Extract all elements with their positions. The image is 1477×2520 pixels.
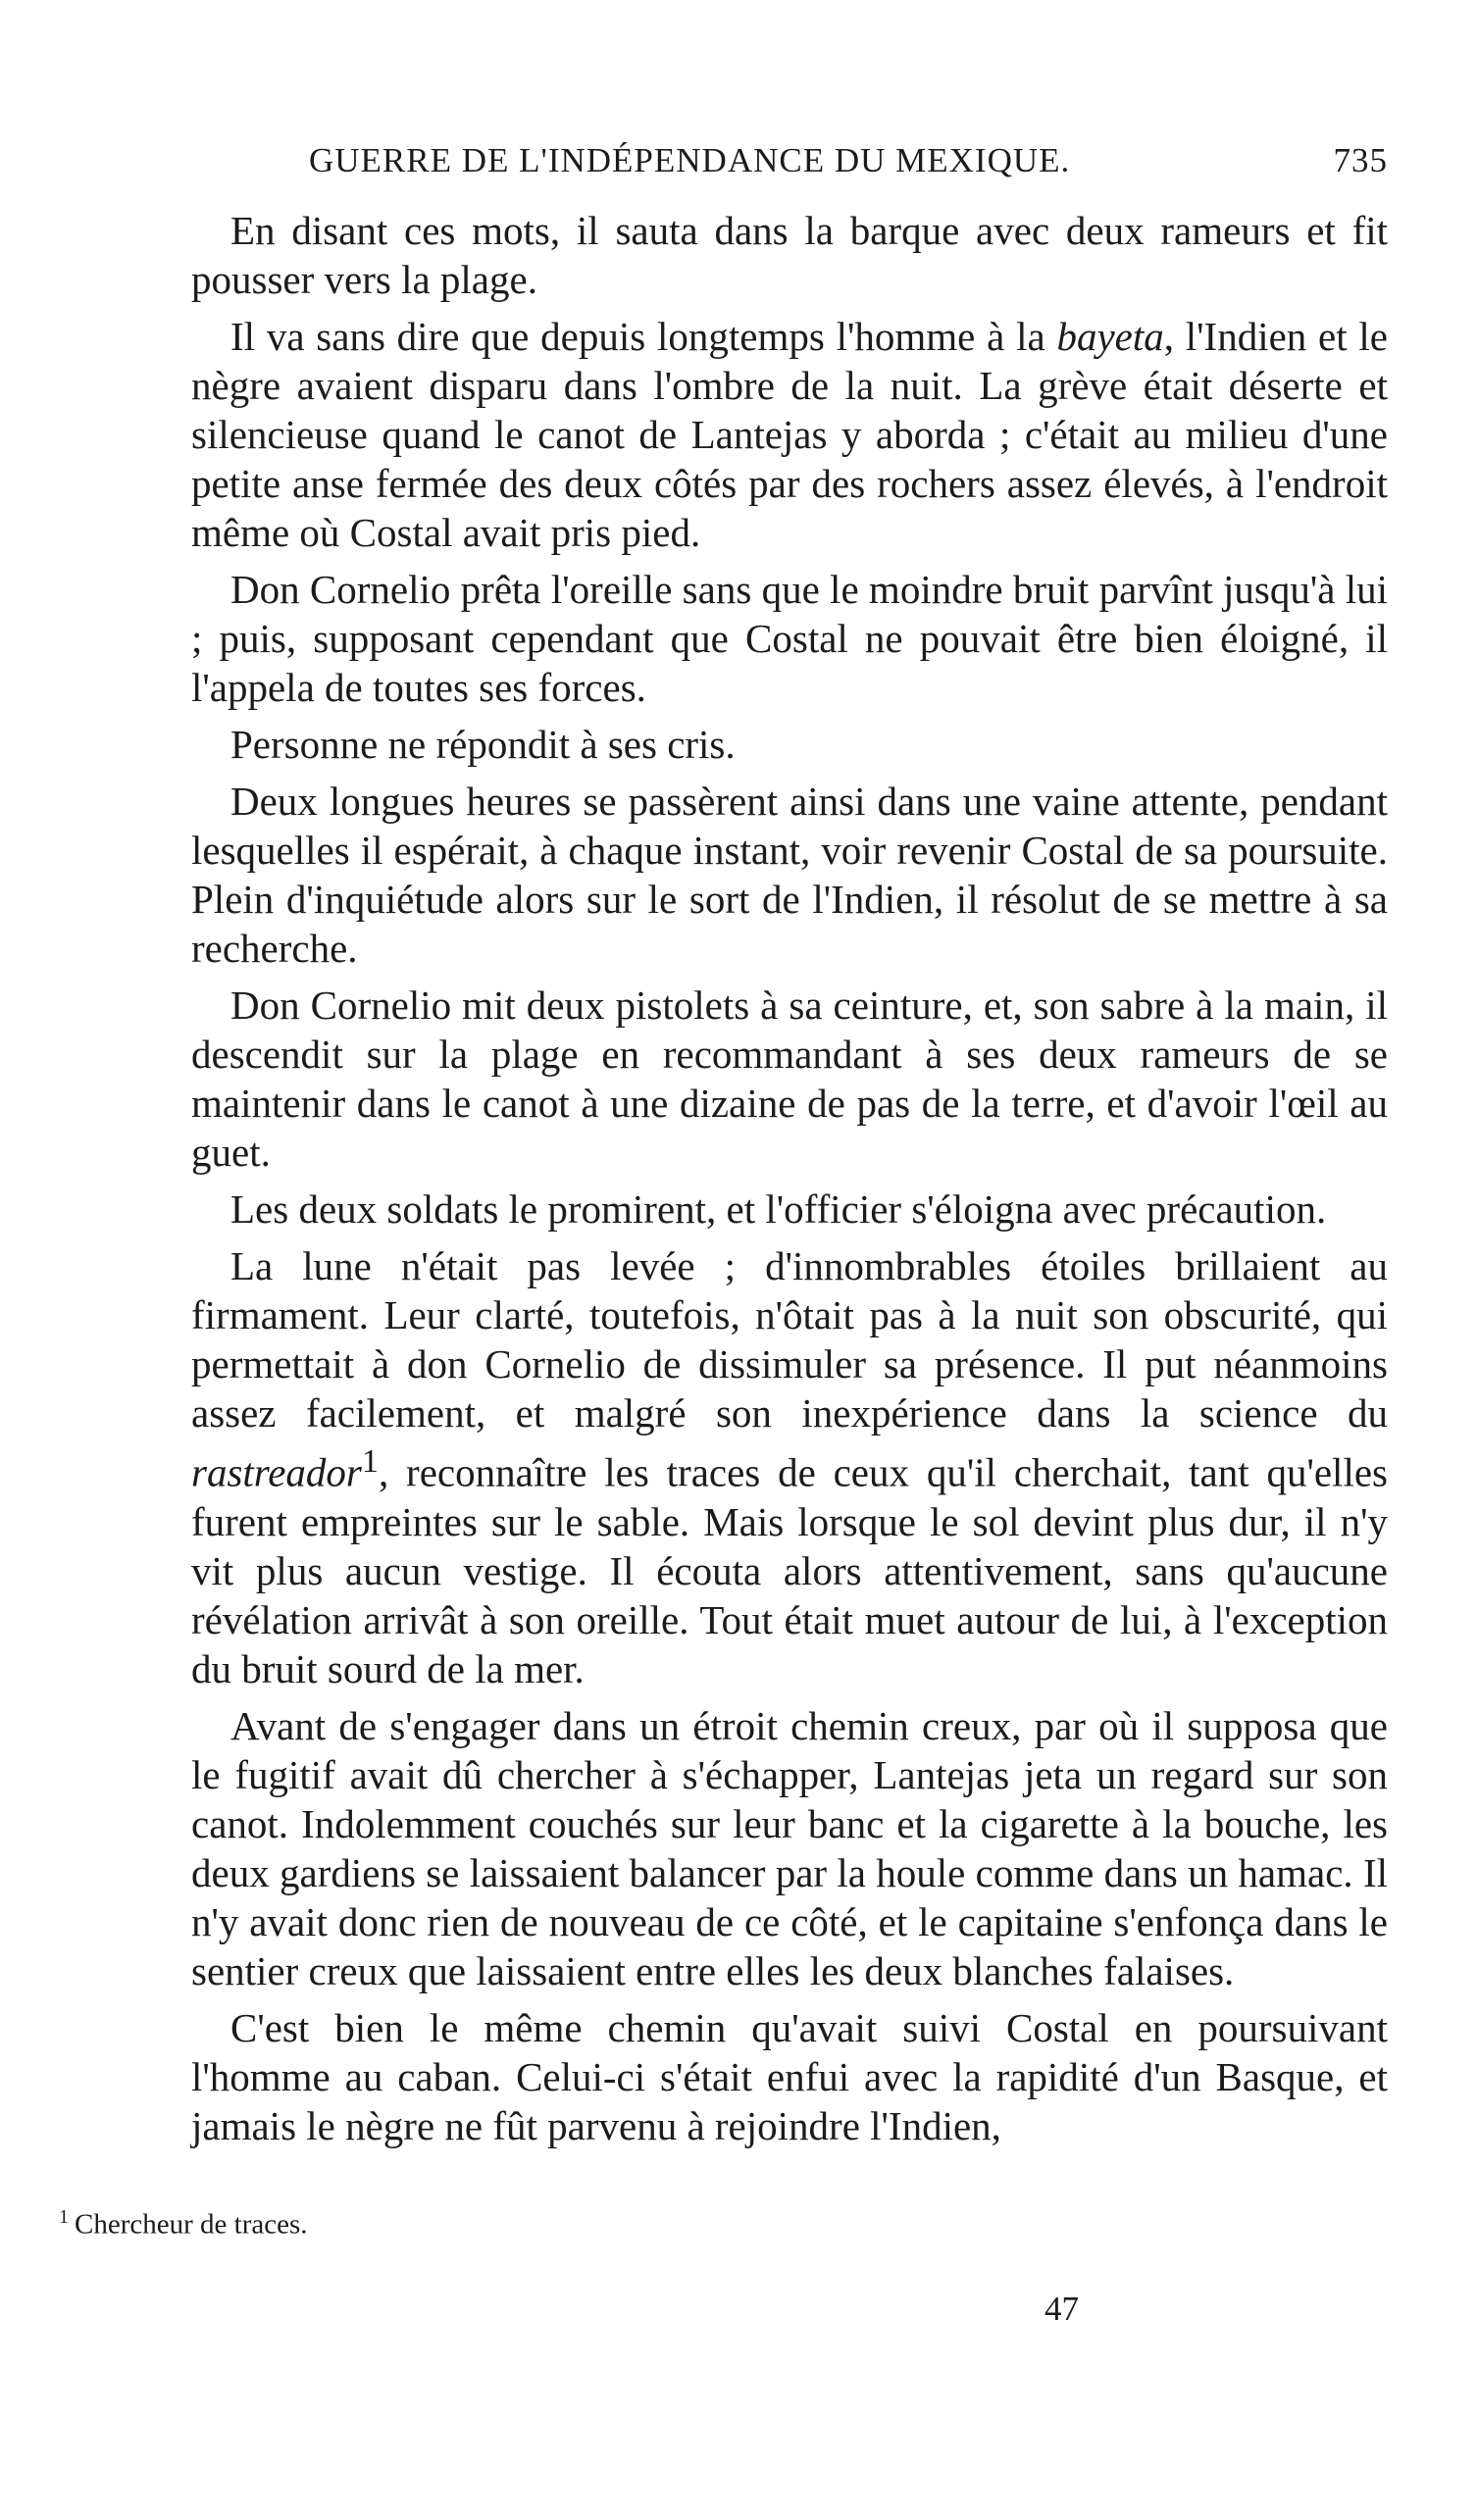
paragraph: Deux longues heures se passèrent ainsi dans une vaine attente, pendant lesquelles il espérait, à chaque instant, voir revenir Costal de sa poursuite. Plein d'inquiétude alors sur le sort de l'Indien, il résolut de se mettre à sa recherche. (191, 779, 1388, 971)
running-title: GUERRE DE L'INDÉPENDANCE DU MEXIQUE. (309, 141, 1071, 179)
page-number: 735 (1333, 141, 1388, 179)
footnote-text: Chercheur de traces. (75, 2208, 308, 2241)
paragraph: Don Cornelio mit deux pistolets à sa ceinture, et, son sabre à la main, il descendit sur la plage en recommandant à ses deux rameurs de se maintenir dans le canot à une dizaine de pas de la terre, et d'avoir l'œil au guet. (191, 983, 1388, 1175)
paragraph: Personne ne répondit à ses cris. (230, 722, 736, 767)
italic-term: rastreador (191, 1449, 362, 1495)
footnote-mark: 1 (59, 2206, 69, 2228)
paragraph: C'est bien le même chemin qu'avait suivi Costal en poursuivant l'homme au caban. Celui-ci s'était enfui avec la rapidité d'un Basque, et jamais le nègre ne fût parvenu à rejoindre l'Indien, (191, 2004, 1388, 2148)
body-text (191, 206, 1388, 2150)
paragraph: Il va sans dire que depuis longtemps l'homme à la bayeta, l'Indien et le nègre avaient disparu dans l'ombre de la nuit. La grève était déserte et silencieuse quand le canot de Lantejas y aborda ; c'était au milieu d'une petite anse fermée des deux côtés par des rochers assez élevés, à l'endroit même où Costal avait pris pied. (191, 314, 1388, 555)
book-page (191, 127, 1388, 2150)
footnote-reference[interactable]: 1 (361, 1443, 379, 1480)
italic-term: bayeta (1056, 314, 1164, 359)
footnote (59, 2206, 308, 2242)
running-header (191, 127, 1388, 206)
paragraph: Les deux soldats le promirent, et l'officier s'éloigna avec précaution. (230, 1186, 1327, 1232)
paragraph: En disant ces mots, il sauta dans la barque avec deux rameurs et fit pousser vers la plage. (191, 208, 1388, 302)
signature-mark: 47 (1044, 2290, 1079, 2328)
paragraph: Don Cornelio prêta l'oreille sans que le moindre bruit parvînt jusqu'à lui ; puis, supposant cependant que Costal ne pouvait être bien éloigné, il l'appela de toutes ses forces. (191, 567, 1388, 710)
paragraph: Avant de s'engager dans un étroit chemin creux, par où il supposa que le fugitif avait dû chercher à s'échapper, Lantejas jeta un regard sur son canot. Indolemment couchés sur leur banc et la cigarette à la bouche, les deux gardiens se laissaient balancer par la houle comme dans un hamac. Il n'y avait donc rien de nouveau de ce côté, et le capitaine s'enfonça dans le sentier creux que laissaient entre elles les deux blanches falaises. (191, 1702, 1388, 1993)
paragraph: La lune n'était pas levée ; d'innombrables étoiles brillaient au firmament. Leur clarté, toutefois, n'ôtait pas à la nuit son obscurité, qui permettait à don Cornelio de dissimuler sa présence. Il put néanmoins assez facilement, et malgré son inexpérience dans la science du rastreador$^1$, reconnaître les traces de ceux qu'il cherchait, tant qu'elles furent empreintes sur le sable. Mais lorsque le sol devint plus dur, il n'y vit plus aucun vestige. Il écouta alors attentivement, sans qu'aucune révélation arrivât à son oreille. Tout était muet autour de lui, à l'exception du bruit sourd de la mer. (191, 1243, 1388, 1691)
